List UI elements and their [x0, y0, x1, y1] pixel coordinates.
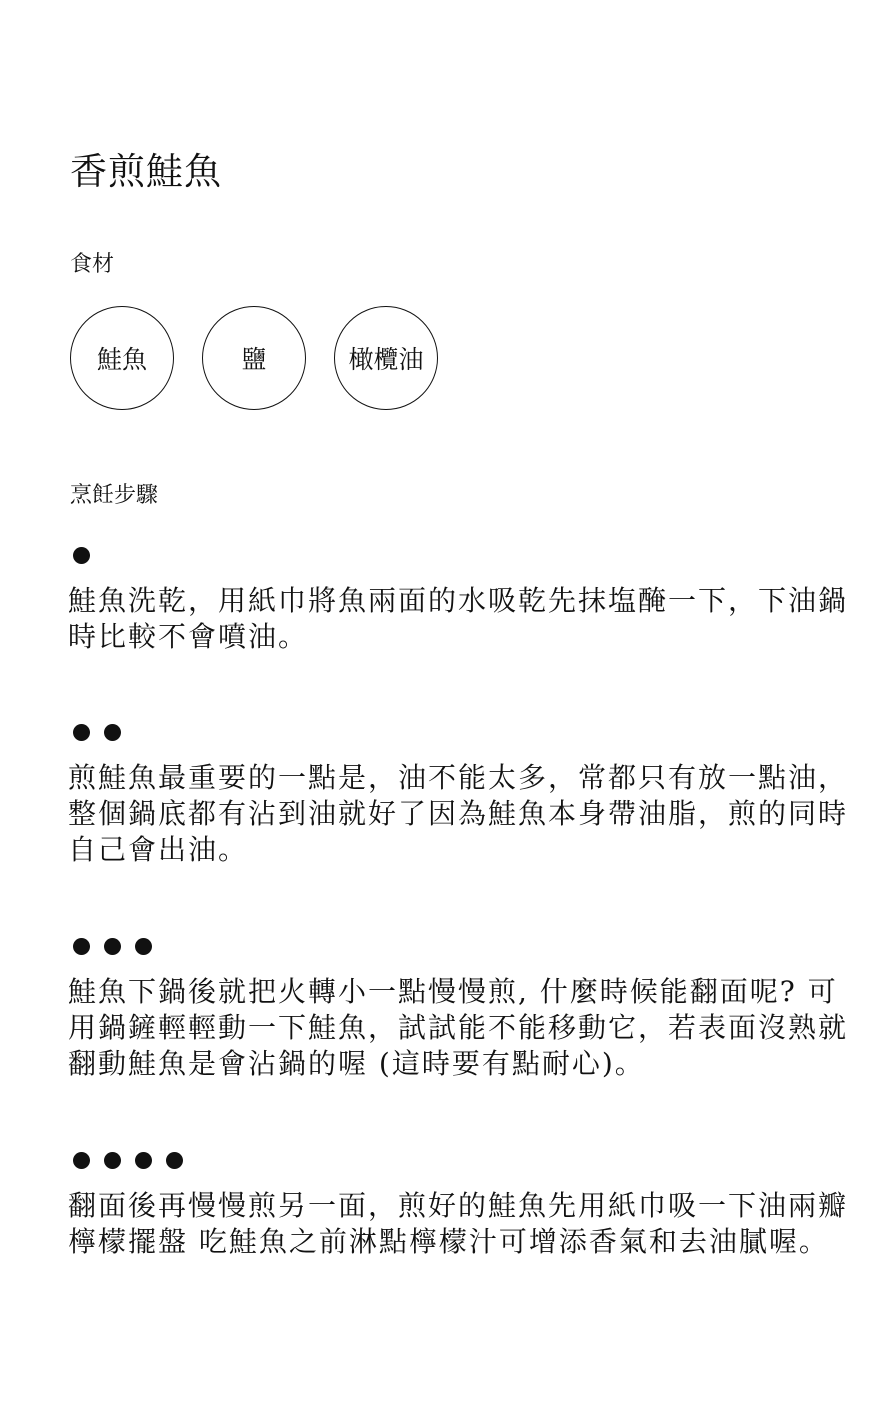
step-3-marker: [68, 936, 858, 956]
step-1-text: 鮭魚洗乾，用紙巾將魚兩面的水吸乾先抹塩醃一下，下油鍋時比較不會噴油。: [68, 584, 849, 653]
step-4-text: 翻面後再慢慢煎另一面，煎好的鮭魚先用紙巾吸一下油兩瓣檸檬擺盤 吃鮭魚之前淋點檸檬汁可增添香氣和去油膩喔。: [68, 1189, 849, 1258]
ingredient-list: [70, 306, 438, 410]
step-4: [68, 1150, 858, 1260]
step-dot-icon: [73, 1152, 90, 1169]
step-dot-icon: [73, 938, 90, 955]
ingredient-salt: 鹽: [202, 306, 306, 410]
ingredient-olive-oil: 橄欖油: [334, 306, 438, 410]
step-2-text: 煎鮭魚最重要的一點是，油不能太多，常都只有放一點油，整個鍋底都有沾到油就好了因為鮭魚本身帶油脂，煎的同時自己會出油。: [68, 761, 849, 866]
recipe-title: 香煎鮭魚: [70, 150, 222, 193]
ingredients-heading: 食材: [70, 252, 115, 277]
step-dot-icon: [104, 724, 121, 741]
step-dot-icon: [166, 1152, 183, 1169]
step-2: [68, 722, 858, 868]
step-1-marker: [68, 545, 858, 565]
step-4-marker: [68, 1150, 858, 1170]
step-dot-icon: [135, 1152, 152, 1169]
step-3-text: 鮭魚下鍋後就把火轉小一點慢慢煎, 什麼時候能翻面呢? 可用鍋鏟輕輕動一下鮭魚，試試能不能移動它，若表面沒熟就翻動鮭魚是會沾鍋的喔 (這時要有點耐心)。: [68, 975, 849, 1080]
ingredient-salmon: 鮭魚: [70, 306, 174, 410]
step-dot-icon: [73, 724, 90, 741]
step-dot-icon: [73, 547, 90, 564]
step-dot-icon: [104, 938, 121, 955]
step-1: [68, 545, 858, 655]
step-dot-icon: [135, 938, 152, 955]
step-3: [68, 936, 858, 1082]
step-2-marker: [68, 722, 858, 742]
steps-heading: 烹飪步驟: [70, 483, 159, 508]
step-dot-icon: [104, 1152, 121, 1169]
